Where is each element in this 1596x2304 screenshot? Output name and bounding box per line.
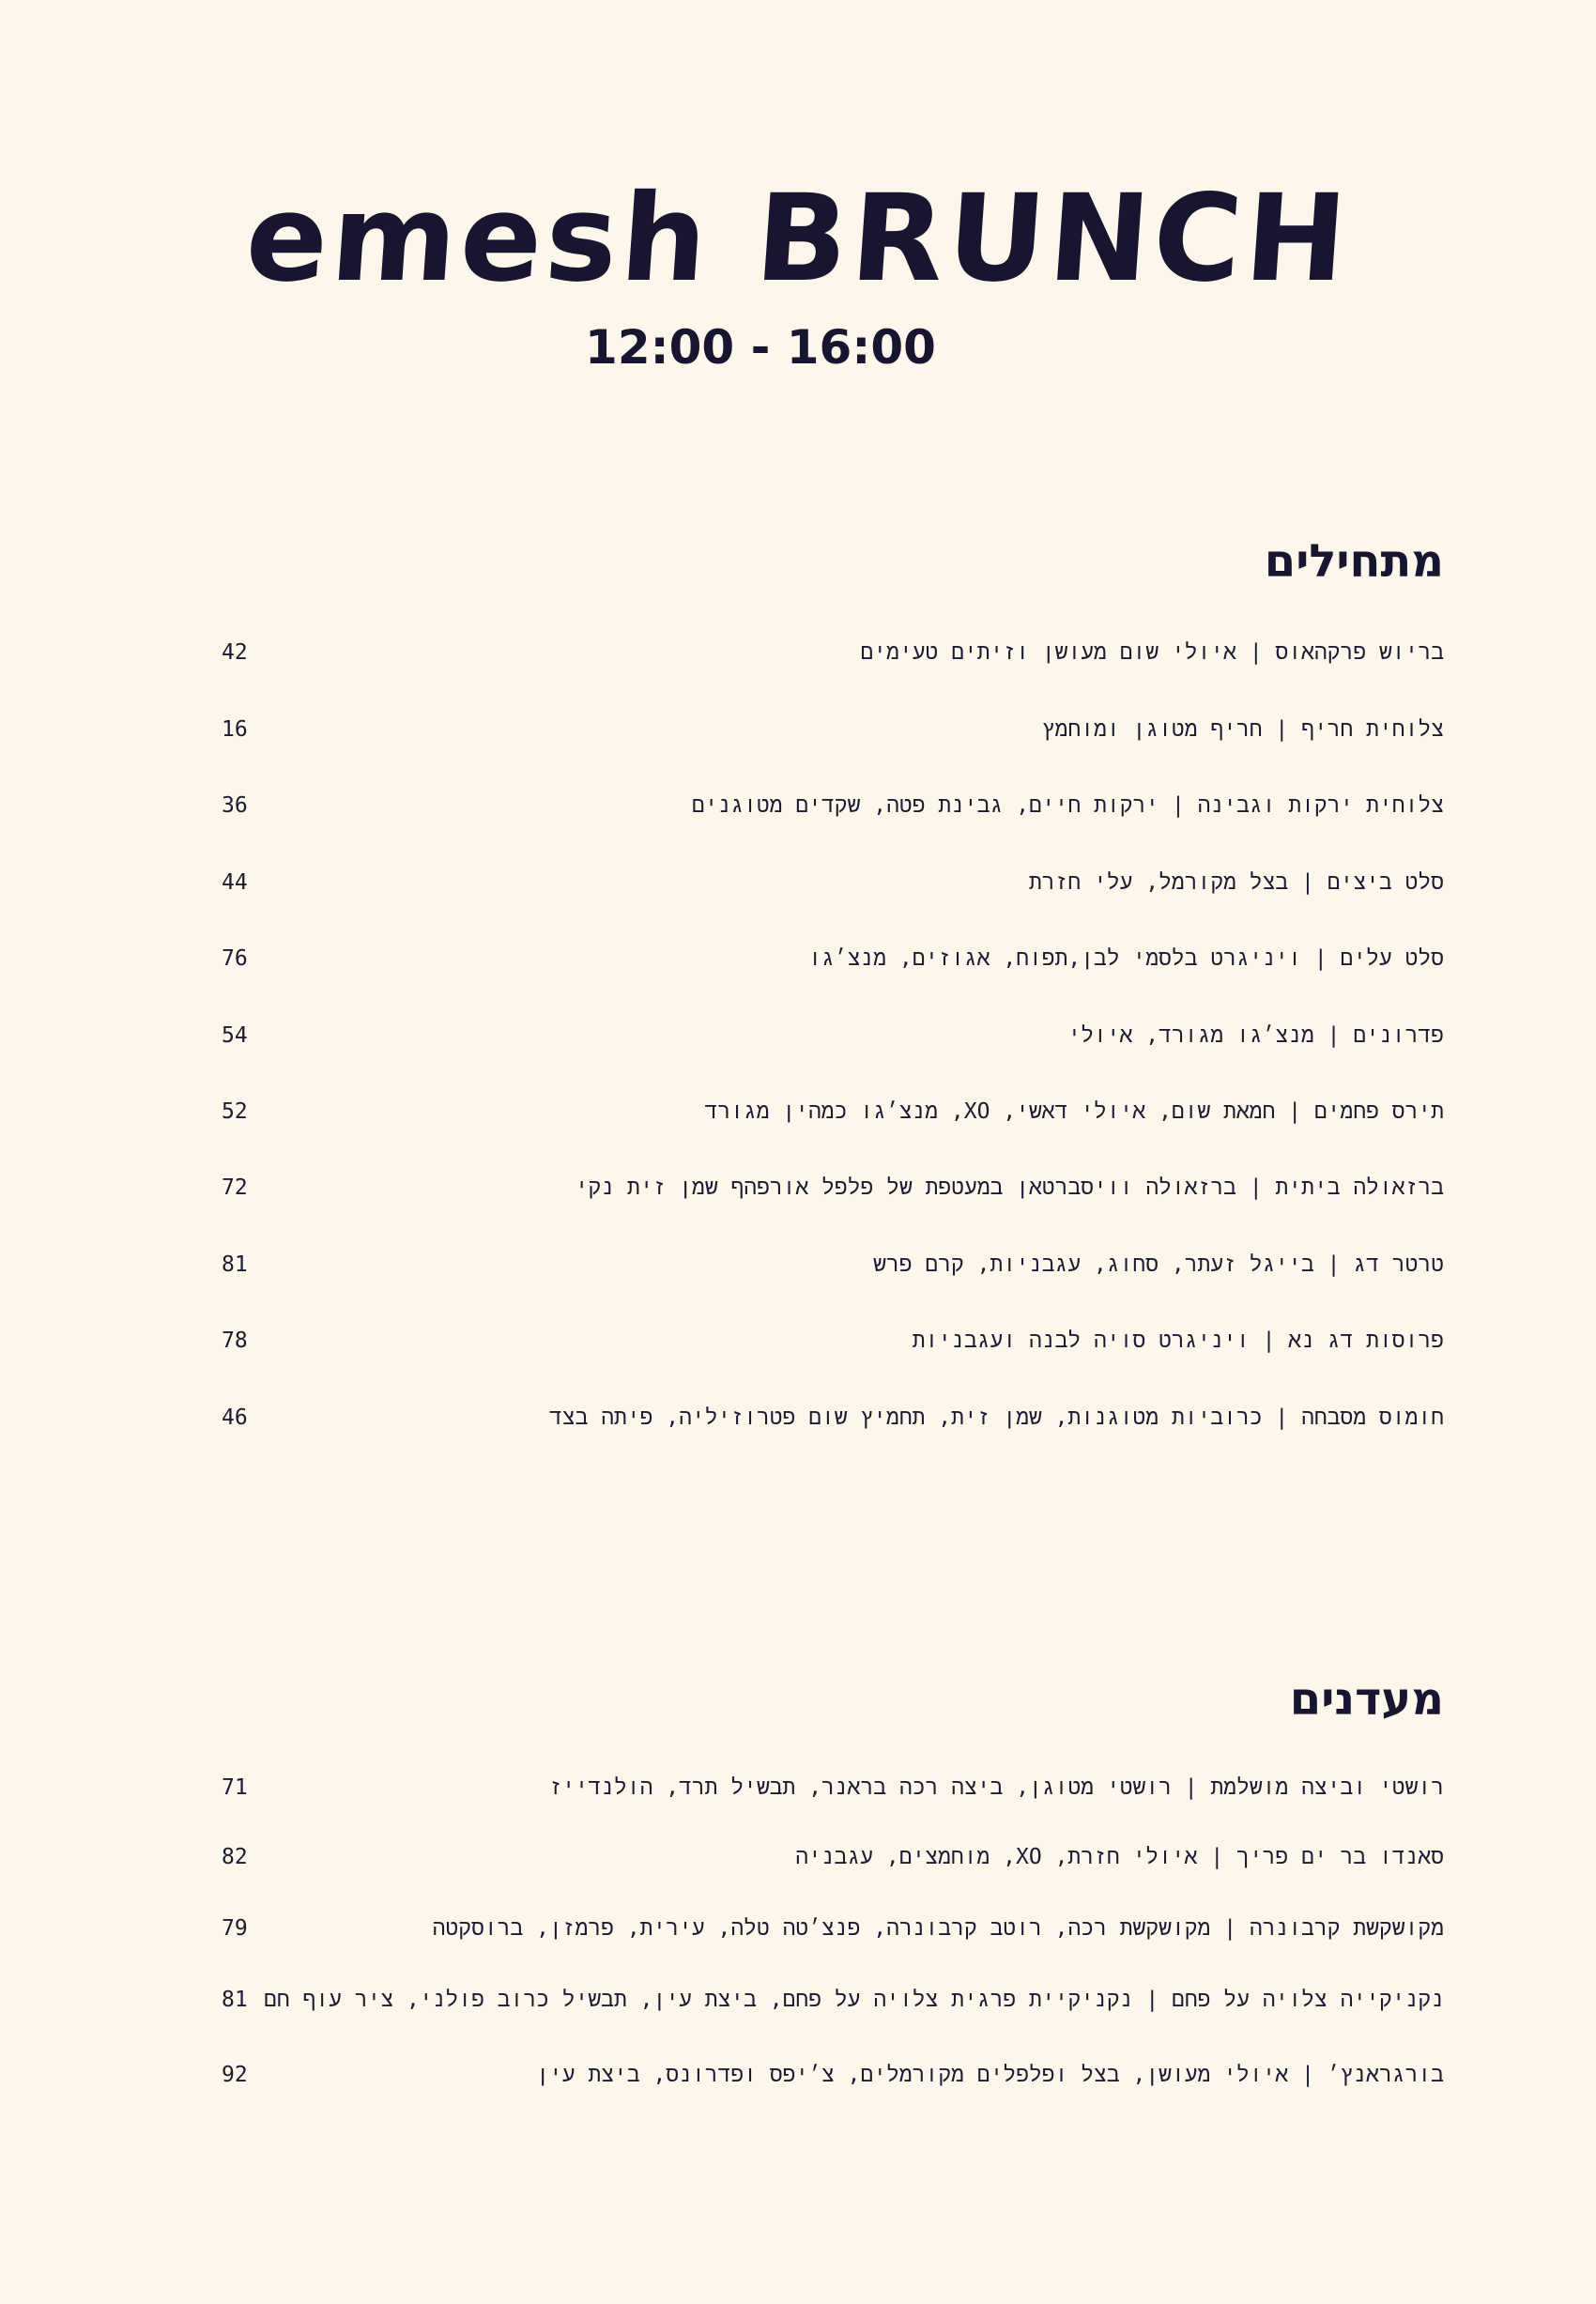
item-description: בורגראנץ׳ | איולי מעושן, בצל ופלפלים מקורמלים, צ׳יפס ופדרונס, ביצת עין — [536, 2063, 1444, 2087]
item-price: 81 — [222, 1988, 248, 2012]
menu-header — [0, 169, 1596, 376]
menu-item — [0, 1981, 1596, 2019]
item-price: 92 — [222, 2063, 248, 2087]
item-description: בריוש פרקהאוס | איולי שום מעושן וזיתים טעימים — [860, 640, 1444, 665]
section-title: מתחילים — [1264, 535, 1444, 588]
menu-item — [0, 864, 1596, 901]
item-price: 81 — [222, 1252, 248, 1277]
item-price: 54 — [222, 1023, 248, 1048]
item-description: ברזאולה ביתית | ברזאולה וויסברטאן במעטפת של פלפל אורפהף שמן זית נקי — [575, 1175, 1444, 1200]
item-description: סלט ביצים | בצל מקורמל, עלי חזרת — [1028, 870, 1444, 895]
menu-item — [0, 1910, 1596, 1947]
item-description: פדרונים | מנצ׳גו מגורד, איולי — [1067, 1023, 1444, 1048]
item-description: צלוחית חריף | חריף מטוגן ומוחמץ — [1041, 717, 1444, 742]
item-description: רושטי וביצה מושלמת | רושטי מטוגן, ביצה רכה בראנר, תבשיל תרד, הולנדייז — [548, 1775, 1444, 1800]
menu-item — [0, 1769, 1596, 1806]
menu-item — [0, 634, 1596, 671]
menu-item — [0, 1322, 1596, 1359]
menu-item — [0, 1169, 1596, 1206]
item-price: 42 — [222, 640, 248, 665]
item-price: 16 — [222, 717, 248, 742]
menu-item — [0, 1017, 1596, 1054]
item-price: 72 — [222, 1175, 248, 1200]
item-price: 71 — [222, 1775, 248, 1800]
brunch-hours: 12:00 - 16:00 — [585, 320, 936, 375]
item-description: תירס פחמים | חמאת שום, איולי דאשי, XO, מנצ׳גו כמהין מגורד — [704, 1099, 1444, 1124]
item-description: צלוחית ירקות וגבינה | ירקות חיים, גבינת פטה, שקדים מטוגנים — [691, 793, 1444, 818]
item-description: חומוס מסבחה | כרוביות מטוגנות, שמן זית, תחמיץ שום פטרוזיליה, פיתה בצד — [548, 1405, 1444, 1430]
item-price: 52 — [222, 1099, 248, 1124]
item-description: מקושקשת קרבונרה | מקושקשת רכה, רוטב קרבונרה, פנצ׳טה טלה, עירית, פרמזן, ברוסקטה — [432, 1916, 1444, 1941]
item-price: 79 — [222, 1916, 248, 1941]
item-price: 36 — [222, 793, 248, 818]
item-description: נקניקייה צלויה על פחם | נקניקיית פרגית צלויה על פחם, ביצת עין, תבשיל כרוב פולני, ציר עוף חם — [264, 1988, 1444, 2012]
menu-item — [0, 1399, 1596, 1436]
item-price: 46 — [222, 1405, 248, 1430]
menu-title: emesh BRUNCH — [241, 169, 1355, 309]
menu-item — [0, 1093, 1596, 1130]
item-description: טרטר דג | בייגל זעתר, סחוג, עגבניות, קרם פרש — [873, 1252, 1444, 1277]
menu-item — [0, 1838, 1596, 1876]
menu-item — [0, 2056, 1596, 2094]
item-description: פרוסות דג נא | ויניגרט סויה לבנה ועגבניות — [912, 1329, 1444, 1353]
item-price: 82 — [222, 1845, 248, 1869]
menu-item — [0, 940, 1596, 977]
menu-item — [0, 1246, 1596, 1283]
menu-item — [0, 711, 1596, 748]
item-price: 44 — [222, 870, 248, 895]
item-price: 78 — [222, 1329, 248, 1353]
menu-item — [0, 787, 1596, 824]
section-title: מעדנים — [1289, 1673, 1444, 1726]
item-price: 76 — [222, 946, 248, 971]
item-description: סלט עלים | ויניגרט בלסמי לבן,תפוח, אגוזים, מנצ׳גו — [808, 946, 1444, 971]
item-description: סאנדו בר ים פריך | איולי חזרת, XO, מוחמצים, עגבניה — [795, 1845, 1444, 1869]
